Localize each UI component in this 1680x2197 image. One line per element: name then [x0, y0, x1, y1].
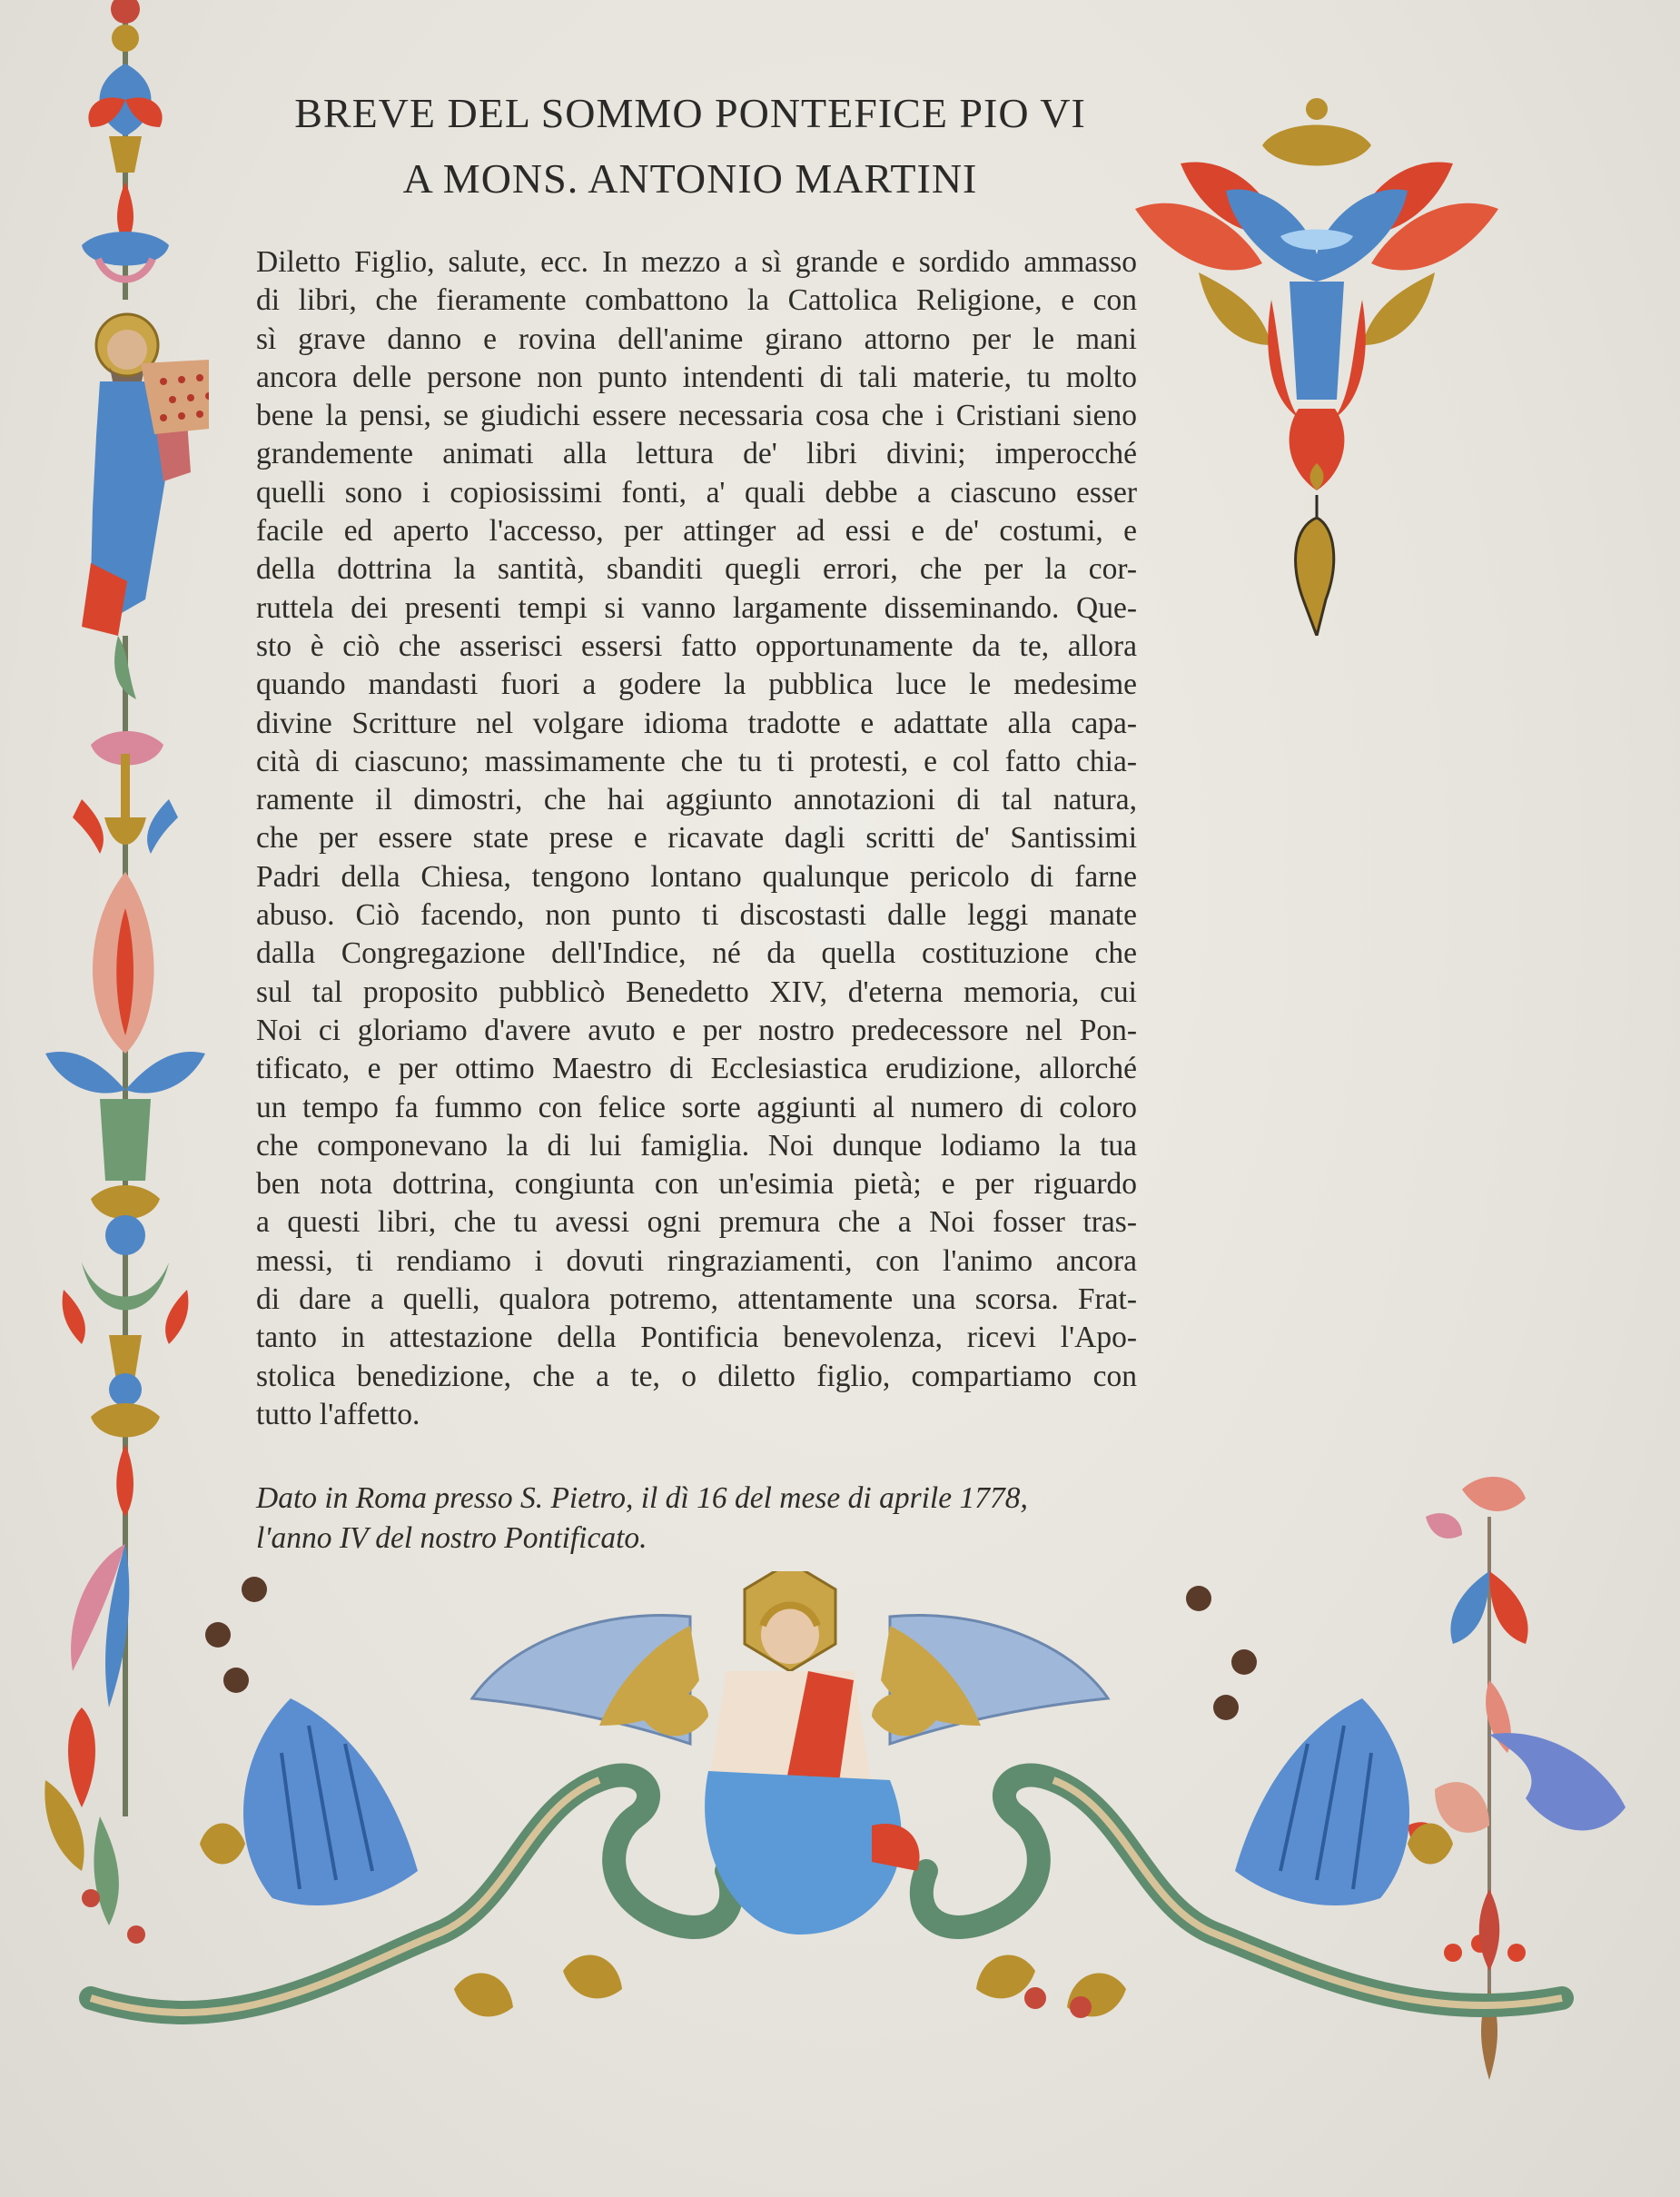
body-line: quelli sono i copiosissimi fonti, a' quali debbe a ciascuno esser [256, 475, 1137, 510]
body-line: stolica benedizione, che a te, o diletto figlio, compartiamo con [256, 1359, 1137, 1393]
body-line: ruttela dei presenti tempi si vanno largamente disseminando. Que- [256, 590, 1137, 625]
body-line: cità di ciascuno; massimamente che tu ti protesti, e col fatto chia- [256, 744, 1137, 778]
body-line: ramente il dimostri, che hai aggiunto annotazioni di tal natura, [256, 783, 1137, 817]
document-title-line-2: A MONS. ANTONIO MARTINI [402, 155, 978, 202]
body-line: di libri, che fieramente combattono la Cattolica Religione, e con [256, 283, 1137, 318]
body-line: facile ed aperto l'accesso, per attinger ad essi e de' costumi, e [256, 514, 1137, 549]
body-line: messi, ti rendiamo i dovuti ringraziamenti, con l'animo ancora [256, 1243, 1137, 1278]
body-line: quando mandasti fuori a godere la pubblica luce le medesime [256, 668, 1137, 702]
body-line: abuso. Ciò facendo, non punto ti discostasti dalle leggi manate [256, 898, 1137, 933]
body-line: ben nota dottrina, congiunta con un'esimia pietà; e per riguardo [256, 1167, 1137, 1202]
body-line: sul tal proposito pubblicò Benedetto XIV, d'eterna memoria, cui [256, 975, 1137, 1009]
body-line: della dottrina la santità, sbanditi quegli errori, che per la cor- [256, 552, 1137, 587]
dated-line-2: l'anno IV del nostro Pontificato. [256, 1521, 647, 1555]
dated-line-1: Dato in Roma presso S. Pietro, il dì 16 del mese di aprile 1778, [256, 1481, 1028, 1515]
floral-ornament-icon [1126, 91, 1507, 636]
body-line: sto è ciò che asserisci essersi fatto opportunamente da te, allora [256, 628, 1137, 663]
document-title-line-1: BREVE DEL SOMMO PONTEFICE PIO VI [294, 90, 1086, 136]
body-line: ancora delle persone non punto intendenti di tali materie, tu molto [256, 360, 1137, 394]
body-line: grandemente animati alla lettura de' libri divini; imperocché [256, 437, 1137, 471]
body-line: che per essere state prese e ricavate dagli scritti de' Santissimi [256, 821, 1137, 856]
body-line: dalla Congregazione dell'Indice, né da quella costituzione che [256, 936, 1137, 971]
body-line: di dare a quelli, qualora potremo, attentamente una scorsa. Frat- [256, 1282, 1137, 1317]
body-line: Padri della Chiesa, tengono lontano qualunque pericolo di farne [256, 859, 1137, 894]
body-line: un tempo fa fummo con felice sorte aggiunti al numero di coloro [256, 1090, 1137, 1124]
letter-body [256, 243, 1137, 1434]
body-line: tificato, e per ottimo Maestro di Ecclesiastica erudizione, allorché [256, 1052, 1137, 1086]
body-line: bene la pensi, se giudichi essere necessaria cosa che i Cristiani sieno [256, 399, 1137, 433]
body-line: che componevano la di lui famiglia. Noi dunque lodiamo la tua [256, 1128, 1137, 1163]
body-line: Diletto Figlio, salute, ecc. In mezzo a sì grande e sordido ammasso [256, 245, 1137, 279]
body-line: Noi ci gloriamo d'avere avuto e per nostro predecessore nel Pon- [256, 1013, 1137, 1047]
body-line: a questi libri, che tu avessi ogni premura che a Noi fosser tras- [256, 1205, 1137, 1240]
body-line: tutto l'affetto. [256, 1397, 420, 1431]
dragons-and-angel-border-icon [54, 1571, 1598, 2080]
body-line: divine Scritture nel volgare idioma tradotte e adattate alla capa- [256, 706, 1137, 740]
body-line: sì grave danno e rovina dell'anime girano attorno per le mani [256, 322, 1137, 356]
dated-closing [256, 1479, 1155, 1559]
body-line: tanto in attestazione della Pontificia benevolenza, ricevi l'Apo- [256, 1321, 1137, 1355]
